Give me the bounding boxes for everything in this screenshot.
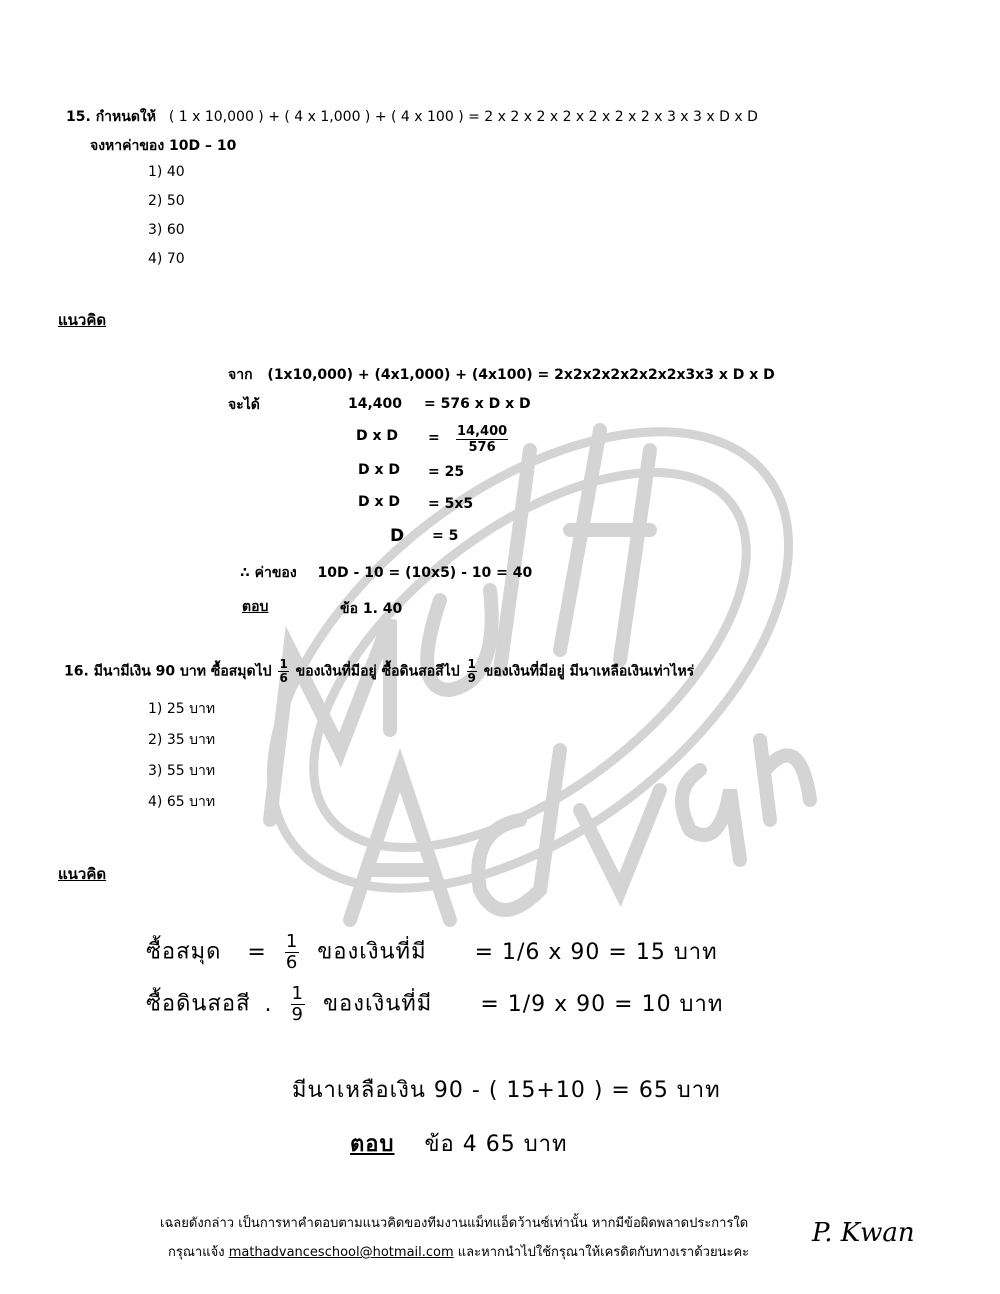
sol16-answer-text: ข้อ 4 65 บาท <box>424 1132 568 1157</box>
q16-text-b: ของเงินที่มีอยู่ ซื้อดินสอสีไป <box>295 663 460 680</box>
signature: P. Kwan <box>812 1218 915 1248</box>
footer-line1: เฉลยดังกล่าว เป็นการหาคำตอบตามแนวคิดของทีมงานแม็ทแอ็ดว้านซ์เท่านั้น หากมีข้อผิดพลาดประการใด <box>160 1216 749 1231</box>
sol16-r2-calc: = 1/9 x 90 = 10 บาท <box>480 991 724 1017</box>
q16-frac1-den: 6 <box>279 671 288 685</box>
sol16-r2-text: ของเงินที่มี <box>323 991 433 1017</box>
sol16-r1-label: ซื้อสมุด <box>146 939 222 965</box>
q16-choice-1: 1) 25 บาท <box>148 701 216 717</box>
q15-choice-3: 3) 60 <box>148 222 185 238</box>
q16-text-a: มีนามีเงิน 90 บาท ซื้อสมุดไป <box>93 663 272 680</box>
q16-line <box>64 658 694 685</box>
q15-number: 15. <box>66 109 91 125</box>
q15-line <box>66 106 758 128</box>
q16-text-c: ของเงินที่มีอยู่ มีนาเหลือเงินเท่าไหร่ <box>483 663 695 680</box>
q16-frac2-den: 9 <box>467 671 476 685</box>
sol15-answer: ข้อ 1. 40 <box>340 601 403 617</box>
q15-choice-2: 2) 50 <box>148 193 185 209</box>
sol16-answer <box>350 1126 568 1161</box>
q15-prefix: กำหนดให้ <box>95 109 156 125</box>
sol15-line7-label: ∴ ค่าของ <box>240 565 297 581</box>
q16-choice-3: 3) 55 บาท <box>148 763 216 779</box>
sol15-line4-right: = 25 <box>428 464 465 480</box>
q15-ask: จงหาค่าของ 10D – 10 <box>90 138 237 154</box>
sol15-line3-frac <box>454 424 510 455</box>
sol15-line3-eq: = <box>428 430 440 446</box>
sol15-line6-right: = 5 <box>432 528 459 544</box>
sol15-line3-num: 14,400 <box>457 424 508 439</box>
sol16-r1-text: ของเงินที่มี <box>317 939 427 965</box>
sol16-r1-calc: = 1/6 x 90 = 15 บาท <box>474 939 718 965</box>
sol16-row1: ซื้อสมุด = $\frac{1}{6}$ ของเงินที่มี = 1/6 x 90 = 15 บาท <box>146 931 718 973</box>
sol16-answer-label: ตอบ <box>350 1132 395 1157</box>
sol16-r2-label: ซื้อดินสอสี <box>146 991 251 1017</box>
sol16-r1-frac-den: 6 <box>285 952 299 973</box>
q16-choice-4: 4) 65 บาท <box>148 794 216 810</box>
sol15-line1-expr: (1x10,000) + (4x1,000) + (4x100) = 2x2x2x2x2x2x2x3x3 x D x D <box>267 367 775 383</box>
sol15-line5-left: D x D <box>358 494 401 510</box>
q15-choice-4: 4) 70 <box>148 251 185 267</box>
q15-choice-1: 1) 40 <box>148 164 185 180</box>
sol15-line2-right: = 576 x D x D <box>424 396 531 412</box>
sol15-line3-den: 576 <box>468 440 496 455</box>
sol15-line5-right: = 5x5 <box>428 496 474 512</box>
q15-equation: ( 1 x 10,000 ) + ( 4 x 1,000 ) + ( 4 x 100 ) = 2 x 2 x 2 x 2 x 2 x 2 x 2 x 3 x 3 x D x D <box>168 109 758 125</box>
sol15-line7-expr: 10D - 10 = (10x5) - 10 = 40 <box>317 565 533 581</box>
sol16-row2: ซื้อดินสอสี . $\frac{1}{9}$ ของเงินที่มี = 1/9 x 90 = 10 บาท <box>146 983 724 1025</box>
q16-number: 16. <box>64 663 89 680</box>
sol15-line6-left: D <box>390 526 405 546</box>
sol16-r2-frac-den: 9 <box>291 1004 304 1025</box>
q16-frac2-num: 1 <box>467 657 476 671</box>
sol15-line7 <box>240 562 532 584</box>
footer-line2 <box>168 1241 749 1262</box>
sol15-line3-left: D x D <box>356 428 399 444</box>
sol15-answer-label: ตอบ <box>242 599 269 615</box>
sol16-r1-frac-num: 1 <box>285 931 299 952</box>
q16-frac1-num: 1 <box>279 657 288 671</box>
footer-line2-b: และหากนำไปใช้กรุณาให้เครดิตกับทางเราด้วยนะคะ <box>457 1245 750 1260</box>
sol15-line1-label: จาก <box>228 367 253 383</box>
footer-email-link[interactable]: mathadvanceschool@hotmail.com <box>228 1245 454 1260</box>
sol15-line2-left: 14,400 <box>348 396 403 412</box>
concept-heading-16: แนวคิด <box>58 865 107 883</box>
concept-heading-15: แนวคิด <box>58 311 107 329</box>
sol15-line4-left: D x D <box>358 462 401 478</box>
footer-line2-a: กรุณาแจ้ง <box>168 1245 225 1260</box>
sol16-r2-frac-num: 1 <box>291 983 304 1004</box>
q16-choice-2: 2) 35 บาท <box>148 732 216 748</box>
sol16-row3: มีนาเหลือเงิน 90 - ( 15+10 ) = 65 บาท <box>292 1078 721 1103</box>
sol15-line1 <box>228 364 775 386</box>
sol15-line2-label: จะได้ <box>228 397 260 413</box>
